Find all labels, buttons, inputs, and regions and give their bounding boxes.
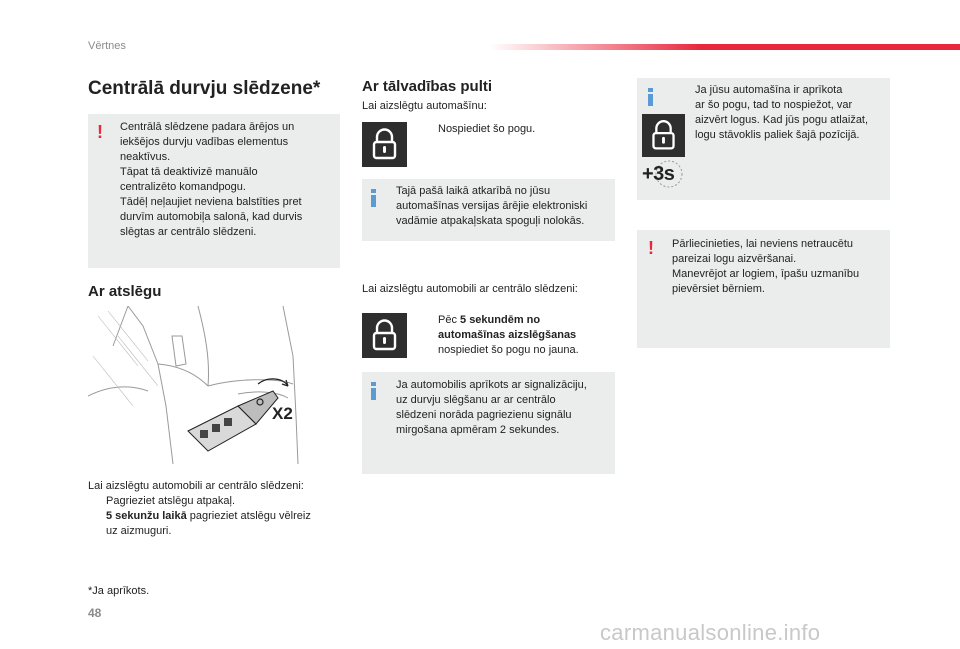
padlock-icon	[362, 313, 407, 358]
remote-heading: Ar tālvadības pulti	[362, 78, 493, 95]
remote-intro: Lai aizslēgtu automašīnu:	[362, 100, 487, 112]
info-box-mirrors	[362, 179, 615, 241]
remote-step-2	[420, 313, 610, 358]
info-text	[396, 378, 612, 438]
header-accent-bar	[490, 44, 960, 50]
key-intro: Lai aizslēgtu automobili ar centrālo slēdzeni:	[88, 480, 304, 492]
section-label: Vērtnes	[88, 40, 126, 52]
central-lock-intro: Lai aizslēgtu automobili ar centrālo slēdzeni:	[362, 283, 578, 295]
text-line: Tādēļ neļaujiet neviena balstīties pret	[120, 196, 302, 208]
warning-box-central-lock	[88, 114, 340, 268]
key-heading: Ar atslēgu	[88, 283, 162, 300]
key-step-1	[88, 494, 343, 509]
footnote: *Ja aprīkots.	[88, 585, 150, 597]
step-bold: 5 sekunžu laikā	[106, 510, 187, 522]
text-line: logu stāvoklis paliek šajā pozīcijā.	[695, 129, 860, 141]
text-line: Pārliecinieties, lai neviens netraucētu	[672, 238, 853, 250]
step-text: pagrieziet atslēgu vēlreiz	[186, 510, 311, 522]
door-key-illustration	[88, 306, 338, 464]
text-line: slēdzeni norāda pagriezienu signālu	[396, 409, 572, 421]
key-step-2	[88, 509, 343, 524]
exclamation-icon: !	[97, 122, 103, 142]
lock-button-tile	[362, 313, 407, 358]
text-line: vadāmie atpakaļskata spoguļi nolokās.	[396, 215, 585, 227]
text-line: durvīm automobiļa salonā, kad durvis	[120, 211, 303, 223]
text-line: neaktīvus.	[120, 151, 171, 163]
text-line: aizvērt logus. Kad jūs pogu atlaižat,	[695, 114, 869, 126]
info-text	[396, 184, 612, 229]
text-line: centralizēto komandpogu.	[120, 181, 246, 193]
hold-duration-badge: +3s	[642, 163, 675, 185]
text-line: automašīnas versijas ārējie elektroniski	[396, 200, 588, 212]
padlock-icon	[642, 114, 685, 157]
info-text	[695, 83, 887, 143]
exclamation-icon: !	[648, 238, 654, 258]
turn-count-label: X2	[272, 404, 293, 423]
page-title: Centrālā durvju slēdzene*	[88, 78, 321, 99]
text-line: mirgošana apmēram 2 sekundes.	[396, 424, 560, 436]
text-line: pievērsiet bērniem.	[672, 283, 765, 295]
text-line: Tāpat tā deaktivizē manuālo	[120, 166, 258, 178]
step-bold: automašīnas aizslēgšanas	[438, 329, 577, 341]
padlock-icon	[362, 122, 407, 167]
remote-step-1	[420, 122, 610, 137]
lock-button-tile	[362, 122, 407, 167]
text-line: ar šo pogu, tad to nospiežot, var	[695, 99, 853, 111]
step-prefix: Pēc	[438, 314, 461, 326]
key-step-2-cont: uz aizmuguri.	[106, 525, 172, 537]
text-line: Centrālā slēdzene padara ārējos un	[120, 121, 295, 133]
text-line: Ja automobilis aprīkots ar signalizāciju,	[396, 379, 587, 391]
warning-text	[672, 237, 887, 297]
step-text: nospiediet šo pogu no jauna.	[438, 344, 579, 356]
page-number: 48	[88, 606, 102, 620]
warning-box-windows	[637, 230, 890, 348]
step-text: Pagrieziet atslēgu atpakaļ.	[106, 495, 236, 507]
step-bold: 5 sekundēm no	[460, 314, 541, 326]
text-line: pareizai logu aizvēršanai.	[672, 253, 797, 265]
step-text: Nospiediet šo pogu.	[438, 123, 536, 135]
info-box-windows	[637, 78, 890, 200]
text-line: iekšējos durvju vadības elementus	[120, 136, 289, 148]
text-line: Tajā pašā laikā atkarībā no jūsu	[396, 185, 551, 197]
lock-button-tile	[642, 114, 685, 157]
text-line: uz durvju slēgšanu ar ar centrālo	[396, 394, 556, 406]
info-box-signals	[362, 372, 615, 474]
text-line: Manevrējot ar logiem, īpašu uzmanību	[672, 268, 860, 280]
text-line: Ja jūsu automašīna ir aprīkota	[695, 84, 843, 96]
text-line: slēgtas ar centrālo slēdzeni.	[120, 226, 257, 238]
watermark: carmanualsonline.info	[600, 620, 821, 645]
warning-text	[120, 120, 335, 240]
